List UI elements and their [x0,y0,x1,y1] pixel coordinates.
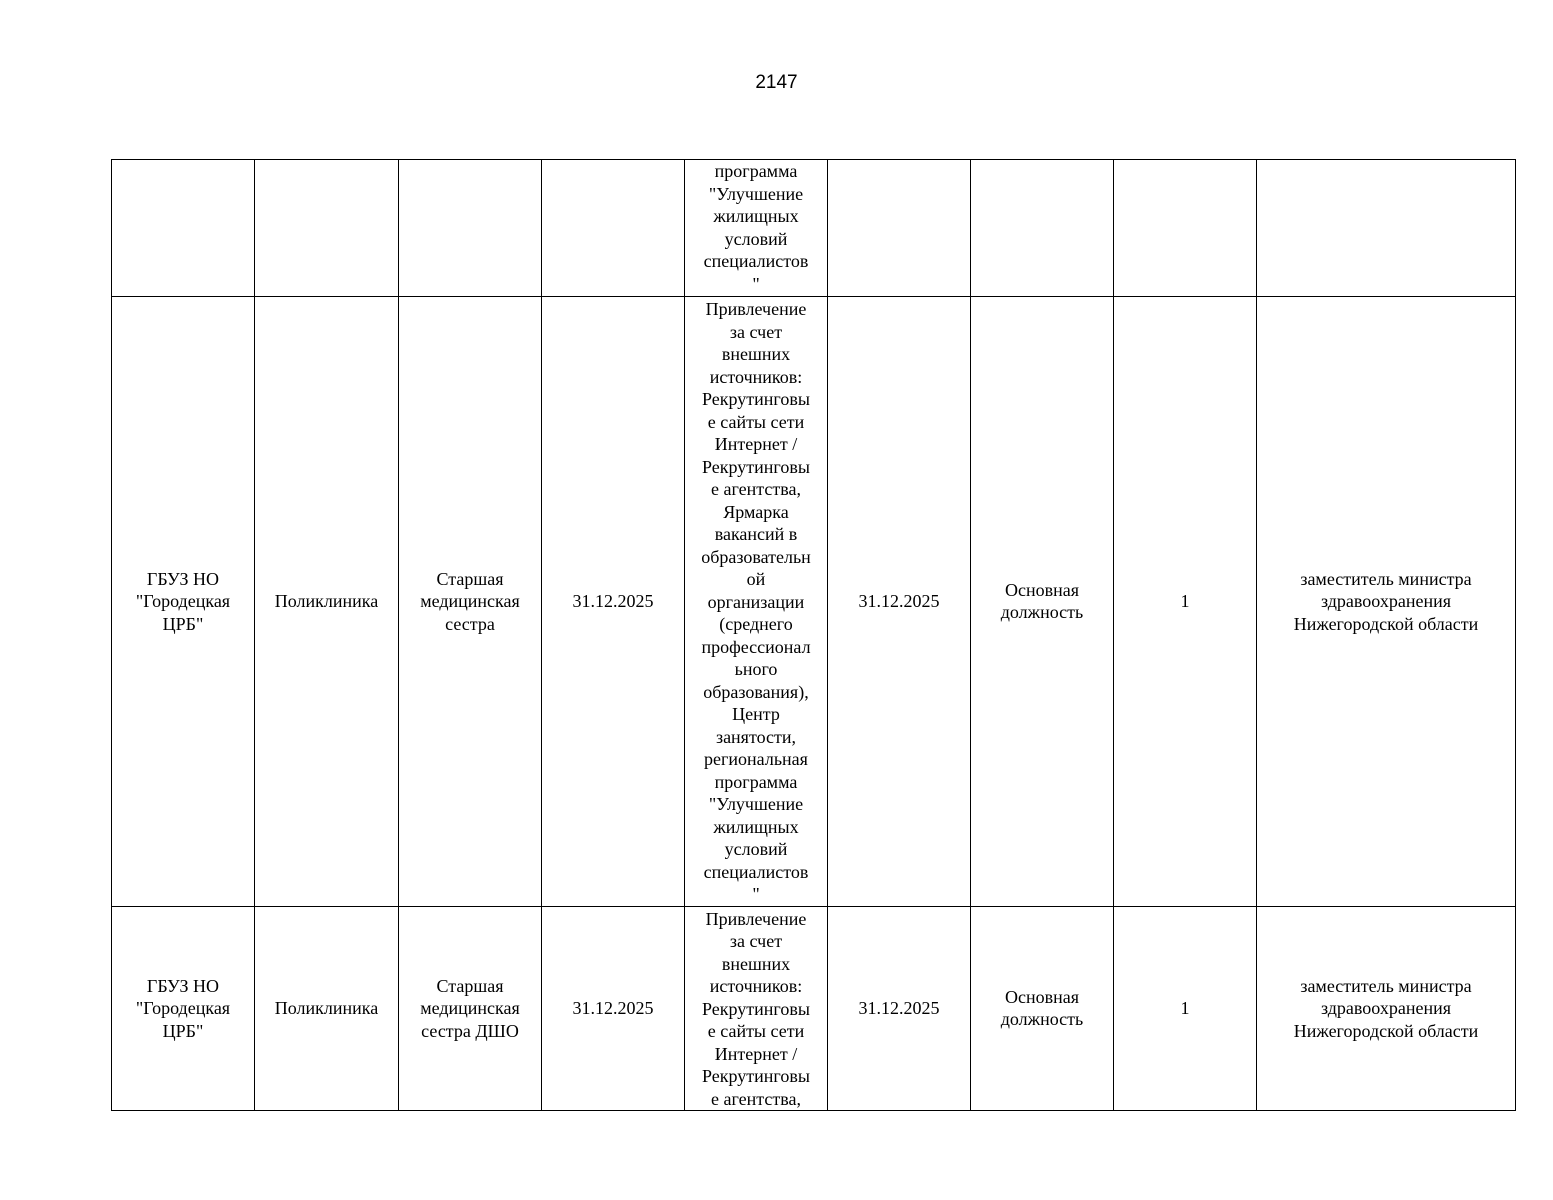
date-cell: 31.12.2025 [828,297,971,907]
responsible-cell [1257,297,1516,907]
cell-text-line: источников: [709,976,803,996]
cell-text-line: е агентства, [711,479,801,499]
position-cell [399,297,542,907]
employment-type-cell [971,906,1114,1111]
unit-cell [255,297,399,907]
cell-text-line: ЦРБ" [162,1020,204,1041]
cell-text-line: образования), [703,681,809,702]
cell-text-line: Привлечение [705,299,807,319]
cell-text-line: жилищных [713,206,799,226]
cell-text-line: Рекрутинговы [702,389,810,409]
vacancy-table [111,159,1516,1111]
cell-text-line: Интернет / [714,434,798,454]
cell-text-line: специалистов [703,861,809,882]
cell-text-line: здравоохранения [1320,998,1452,1018]
cell-text-line: за счет [729,931,783,951]
cell-text-line: заместитель министра [1300,568,1472,589]
cell-text-line: Нижегородской области [1293,1020,1479,1041]
cell-text-line: Ярмарка [723,501,789,522]
cell-text-line: внешних [721,344,791,364]
cell-text-line: "Улучшение [708,794,804,814]
cell-text-line: (среднего [719,614,793,634]
cell-text-line: "Улучшение [708,183,804,204]
cell-text-line: вакансий в [714,524,798,544]
cell-text-line: Рекрутинговы [702,998,810,1019]
cell-text-line: Поликлиника [274,998,379,1018]
cell-text-line: региональная [704,749,808,769]
cell-text-line: заместитель министра [1300,975,1472,996]
cell-text-line: " [752,884,760,904]
cell-text-line: е сайты сети [707,411,805,432]
cell-text-line: профессионал [701,636,811,657]
count-cell [1114,160,1257,297]
cell-text-line: специалистов [703,251,809,271]
cell-text-line: образовательн [701,546,811,567]
cell-text-line: Старшая [436,568,504,589]
cell-text-line: е агентства, [711,1088,801,1109]
cell-text-line: ГБУЗ НО [146,975,220,996]
cell-text-line: за счет [729,321,783,342]
cell-text-line: сестра [445,613,495,634]
cell-text-line: занятости, [715,726,797,747]
cell-text-line: жилищных [713,816,799,837]
cell-text-line: Основная [1004,579,1080,600]
cell-text-line: ьного [734,659,778,679]
org-cell [112,160,255,297]
page-number: 2147 [755,72,798,93]
cell-text-line: должность [1000,602,1084,623]
date-cell: 31.12.2025 [828,906,971,1111]
cell-text-line: здравоохранения [1320,591,1452,611]
cell-text-line: Старшая [436,975,504,996]
date-cell [542,160,685,297]
cell-text-line: Рекрутинговы [702,1066,810,1086]
table-row [112,906,1516,1111]
table-row [112,297,1516,907]
cell-text-line: ЦРБ" [162,613,204,634]
cell-text-line: программа [714,771,798,792]
cell-text-line: внешних [721,953,791,974]
position-cell [399,160,542,297]
cell-text-line: Интернет / [714,1043,798,1064]
cell-text-line: Нижегородской области [1293,613,1479,634]
date-cell: 31.12.2025 [542,297,685,907]
cell-text-line: " [752,273,760,294]
cell-text-line: ГБУЗ НО [146,568,220,589]
cell-text-line: медицинская [420,591,520,611]
responsible-cell [1257,906,1516,1111]
position-cell [399,906,542,1111]
date-cell [828,160,971,297]
employment-type-cell [971,297,1114,907]
cell-text-line: источников: [709,366,803,387]
cell-text-line: "Городецкая [135,591,231,611]
table-row [112,160,1516,297]
responsible-cell [1257,160,1516,297]
cell-text-line: е сайты сети [707,1021,805,1041]
count-cell: 1 [1114,297,1257,907]
cell-text-line: Поликлиника [274,591,379,611]
org-cell [112,906,255,1111]
org-cell [112,297,255,907]
date-cell: 31.12.2025 [542,906,685,1111]
cell-text-line: Центр [732,704,780,724]
cell-text-line: должность [1000,1009,1084,1030]
cell-text-line: медицинская [420,998,520,1018]
cell-text-line: условий [724,228,788,249]
sources-cell [685,160,828,297]
unit-cell [255,906,399,1111]
cell-text-line: Основная [1004,986,1080,1007]
cell-text-line: организации [707,591,805,612]
cell-text-line: "Городецкая [135,998,231,1018]
employment-type-cell [971,160,1114,297]
sources-cell [685,297,828,907]
unit-cell [255,160,399,297]
count-cell: 1 [1114,906,1257,1111]
cell-text-line: программа [714,161,798,181]
sources-cell [685,906,828,1111]
cell-text-line: Привлечение [705,908,807,929]
cell-text-line: сестра ДШО [421,1020,519,1041]
cell-text-line: ой [746,569,766,589]
cell-text-line: Рекрутинговы [702,456,810,477]
cell-text-line: условий [724,839,788,859]
